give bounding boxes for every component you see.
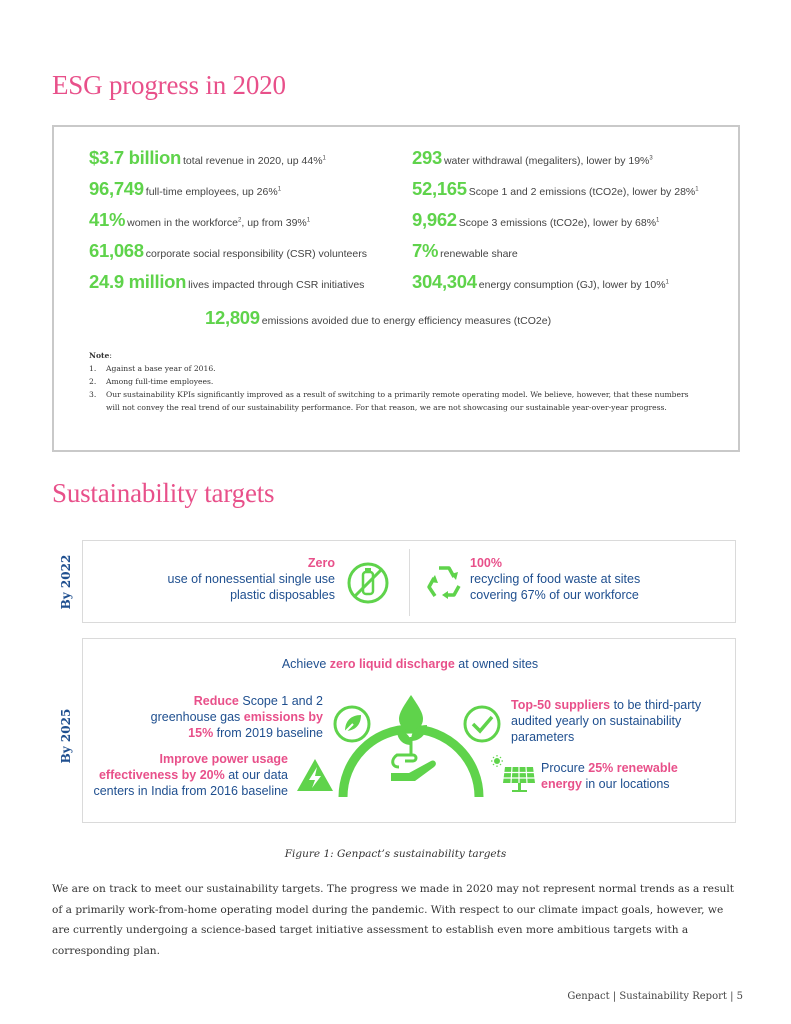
target-text: at owned sites xyxy=(454,657,539,671)
kpi-text: full-time employees, up 26% xyxy=(145,186,278,198)
kpi-text: energy consumption (GJ), lower by 10% xyxy=(478,279,666,291)
targets-2025-box xyxy=(82,638,736,823)
target-highlight: Zero xyxy=(307,556,335,570)
kpi-value: $3.7 billion xyxy=(89,147,182,168)
figure-caption: Figure 1: Genpact’s sustainability targets xyxy=(284,848,507,860)
kpi-text: lives impacted through CSR initiatives xyxy=(188,279,365,291)
target-highlight: effectiveness by 20% xyxy=(98,768,225,782)
target-text: from 2019 baseline xyxy=(213,726,323,740)
note-title: Note xyxy=(89,351,110,360)
target-food-recycling xyxy=(470,555,710,603)
note-list xyxy=(89,362,689,414)
year-label-2025: By 2025 xyxy=(59,708,73,764)
kpi-lives xyxy=(89,271,364,293)
kpi-value: 304,304 xyxy=(412,271,477,292)
kpi-text: emissions avoided due to energy efficiency measures (tCO2e) xyxy=(261,315,552,327)
kpi-value: 96,749 xyxy=(89,178,144,199)
kpi-footnote: 1 xyxy=(306,217,311,224)
target-text: plastic disposables xyxy=(230,588,335,602)
note-num: 3. xyxy=(89,390,97,399)
kpi-volunteers xyxy=(89,240,367,262)
kpi-value: 41% xyxy=(89,209,126,230)
kpi-text: water withdrawal (megaliters), lower by 19% xyxy=(443,155,650,167)
target-text: audited yearly on sustainability xyxy=(511,714,682,728)
kpi-footnote: 1 xyxy=(665,279,669,286)
kpi-footnote: 1 xyxy=(656,217,660,224)
kpi-text: renewable share xyxy=(440,248,518,260)
kpi-women xyxy=(89,209,310,231)
note-text: Among full-time employees. xyxy=(106,377,214,386)
target-highlight: 15% xyxy=(188,726,214,740)
divider xyxy=(409,549,410,616)
kpi-value: 9,962 xyxy=(412,209,457,230)
page-footer: Genpact | Sustainability Report | 5 xyxy=(567,991,743,1002)
kpi-text: Scope 1 and 2 emissions (tCO2e), lower by 28% xyxy=(468,186,696,198)
kpi-text: Scope 3 emissions (tCO2e), lower by 68% xyxy=(458,217,657,229)
kpi-value: 293 xyxy=(412,147,442,168)
target-highlight: 100% xyxy=(470,556,502,570)
target-text: use of nonessential single use xyxy=(167,572,335,586)
note-text: Our sustainability KPIs significantly improved as a result of switching to a primarily remote operating model. We believe, however, that these numbers will not convey the real trend of our sustainability performance. For that reason, we are not showcasing our sustainable year-over-year progress. xyxy=(106,390,689,412)
kpi-footnote: 2 xyxy=(238,217,242,224)
kpi-value: 24.9 million xyxy=(89,271,187,292)
esg-kpi-box xyxy=(52,125,740,452)
target-text: at our data xyxy=(224,768,288,782)
kpi-footnote: 3 xyxy=(649,155,653,162)
solar-panel-icon xyxy=(491,755,537,795)
target-power-usage xyxy=(83,751,288,799)
kpi-value: 61,068 xyxy=(89,240,144,261)
target-highlight: emissions by xyxy=(243,710,323,724)
targets-2022-box xyxy=(82,540,736,623)
esg-heading: ESG progress in 2020 xyxy=(52,70,286,100)
kpi-value: 7% xyxy=(412,240,439,261)
kpi-energy xyxy=(412,271,669,293)
target-suppliers xyxy=(511,697,711,745)
target-text: in our locations xyxy=(582,777,670,791)
target-zero-plastic xyxy=(123,555,335,603)
kpi-emissions-avoided xyxy=(205,307,551,329)
target-highlight: 25% renewable xyxy=(588,761,678,775)
target-highlight: Reduce xyxy=(193,694,239,708)
target-text: covering 67% of our workforce xyxy=(470,588,639,602)
kpi-text: total revenue in 2020, up 44% xyxy=(183,155,323,167)
kpi-scope3 xyxy=(412,209,659,231)
note-num: 1. xyxy=(89,364,97,373)
target-text: to be third-party xyxy=(610,698,702,712)
kpi-text: corporate social responsibility (CSR) volunteers xyxy=(145,248,367,260)
body-paragraph: We are on track to meet our sustainability targets. The progress we made in 2020 may not represent normal trends as a result of a primarily work-from-home operating model during the pandemic. With respect to our climate impact goals, however, we are currently undergoing a science-based target initiative assessment to establish even more ambitious targets with a corresponding plan. xyxy=(52,883,734,957)
kpi-water xyxy=(412,147,653,169)
note-item xyxy=(89,375,689,388)
power-warning-icon xyxy=(295,757,335,793)
kpi-footnote: 1 xyxy=(322,155,326,162)
kpi-footnote: 1 xyxy=(695,186,699,193)
kpi-scope12 xyxy=(412,178,699,200)
kpi-revenue xyxy=(89,147,326,169)
recycle-icon xyxy=(421,560,467,606)
no-plastic-icon xyxy=(345,560,391,606)
year-label-2022: By 2022 xyxy=(59,554,73,610)
target-text: centers in India from 2016 baseline xyxy=(93,784,288,798)
target-text: recycling of food waste at sites xyxy=(470,572,641,586)
target-highlight: energy xyxy=(541,777,582,791)
kpi-footnote: 1 xyxy=(277,186,282,193)
target-highlight: Top-50 suppliers xyxy=(511,698,611,712)
target-text: Scope 1 and 2 xyxy=(238,694,323,708)
target-text: Procure xyxy=(541,761,589,775)
target-text: greenhouse gas xyxy=(150,710,244,724)
note-num: 2. xyxy=(89,377,97,386)
note-text: Against a base year of 2016. xyxy=(106,364,216,373)
kpi-text-2: , up from 39% xyxy=(241,217,307,229)
kpi-employees xyxy=(89,178,281,200)
kpi-text: women in the workforce xyxy=(127,217,239,229)
leaf-plug-icon xyxy=(331,703,373,745)
targets-heading: Sustainability targets xyxy=(52,478,275,508)
target-highlight: zero liquid discharge xyxy=(329,657,455,671)
note-item xyxy=(89,362,689,375)
target-renewable xyxy=(541,760,721,792)
target-text: parameters xyxy=(511,730,575,744)
target-zero-liquid xyxy=(83,656,737,672)
note-item xyxy=(89,388,689,414)
note-section: Note: 1. Against a base year of 2016. 2. Among full-time employees. 3. Our sustainability KPIs significantly improved as a result of switching to a primarily remote operating model. We believe, however, that these numbers will not convey the real trend of our sustainability performance. For that reason, we are not showcasing our sustainable year-over-year progress. xyxy=(89,351,689,412)
kpi-value: 12,809 xyxy=(205,307,260,328)
target-text: Achieve xyxy=(281,657,330,671)
check-circle-icon xyxy=(461,703,503,745)
kpi-renewable-share xyxy=(412,240,518,262)
kpi-value: 52,165 xyxy=(412,178,467,199)
target-highlight: Improve power usage xyxy=(159,752,288,766)
